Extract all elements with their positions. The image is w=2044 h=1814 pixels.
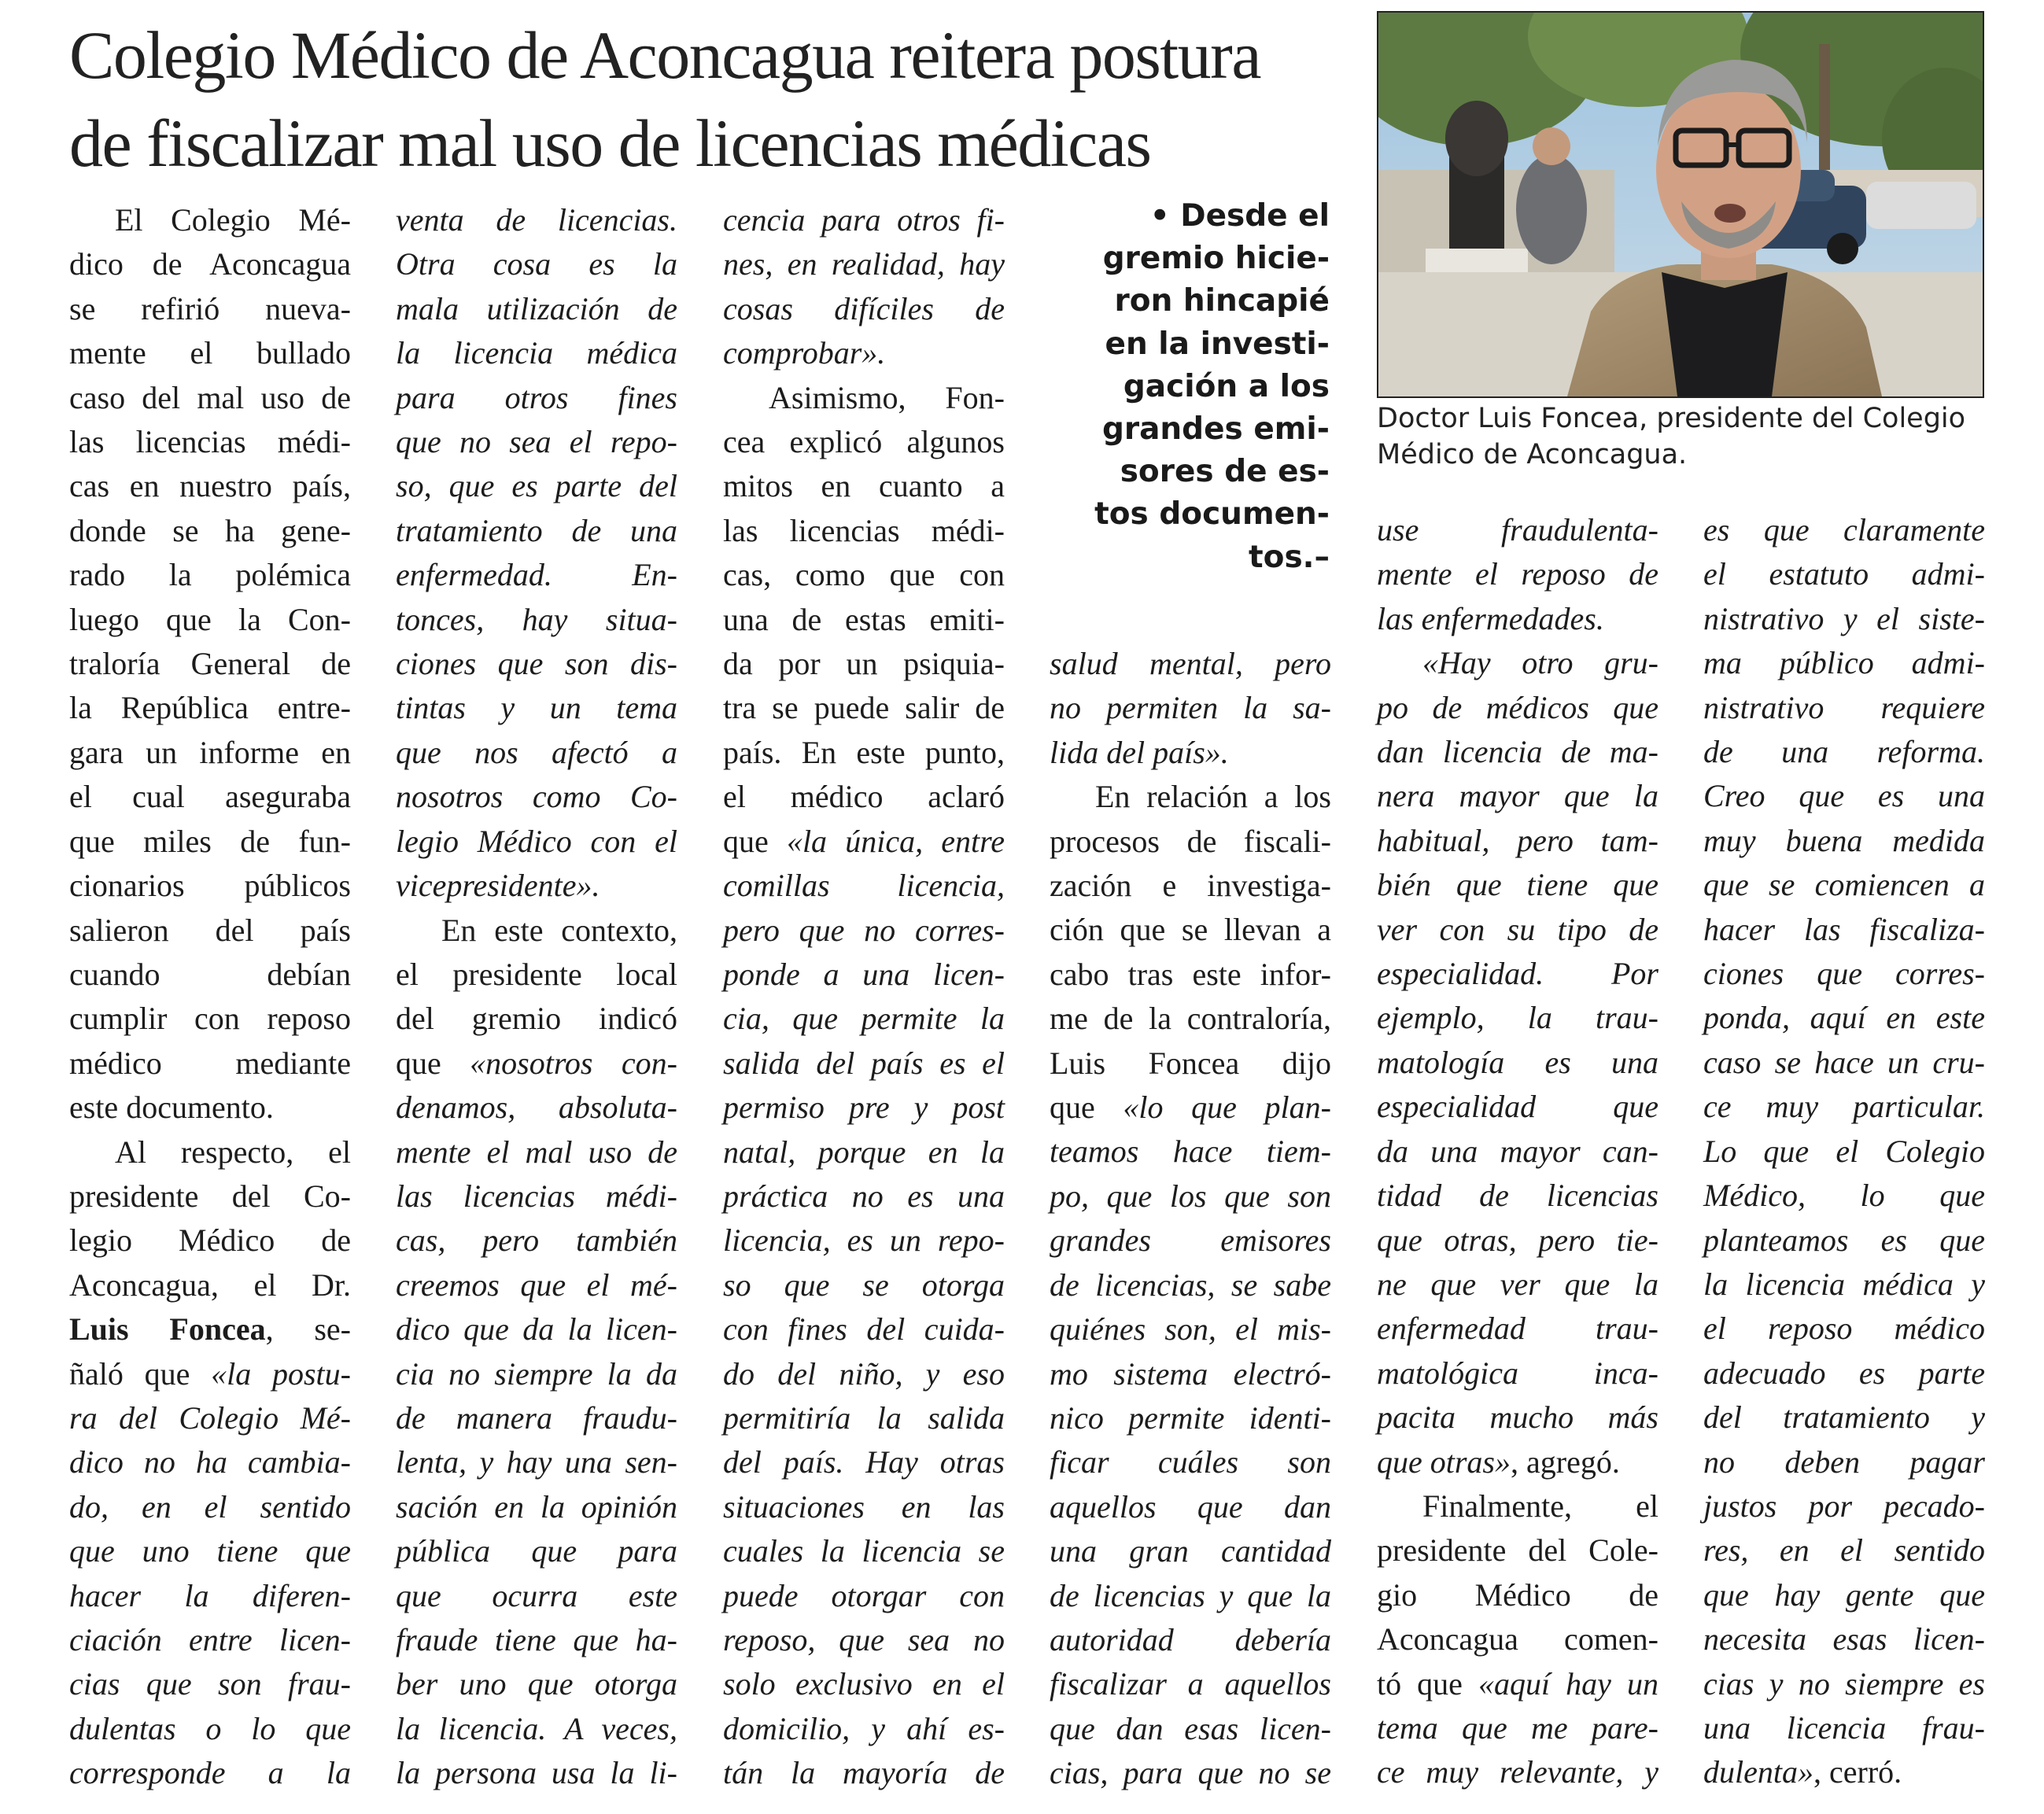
article-line: grandes emisores: [1050, 1222, 1331, 1259]
article-line: dico no ha cambia-: [69, 1444, 351, 1480]
article-line: [1377, 1662, 1658, 1706]
article-line: especialidad. Por: [1377, 956, 1658, 992]
article-line: cencia para otros fi-: [723, 202, 1005, 238]
article-line: tán la mayoría de: [723, 1755, 1005, 1791]
article-line: cuales la licencia se: [723, 1533, 1005, 1569]
article-line: po de médicos que: [1377, 689, 1658, 725]
article-line: presidente del Co-: [69, 1178, 351, 1214]
article-line: tintas y un tema: [396, 690, 677, 726]
article-line: cea explicó algunos: [723, 424, 1005, 460]
article-line: cia no siempre la da: [396, 1355, 677, 1392]
article-line: que miles de fun-: [69, 823, 351, 859]
article-line: dan licencia de ma-: [1377, 734, 1658, 770]
article-line: del tratamiento y: [1703, 1399, 1985, 1436]
pull-quote-line: tos.–: [1249, 539, 1330, 575]
article-line: cionarios públicos: [69, 868, 351, 904]
line-text: que: [1050, 1090, 1123, 1126]
headline-line-1: Colegio Médico de Aconcagua reitera postura: [69, 17, 1260, 93]
article-line: licencia, es un repo-: [723, 1222, 1005, 1259]
article-line: país. En este punto,: [723, 734, 1005, 770]
pull-quote-line: • Desde el: [1149, 198, 1330, 234]
article-column-5: [1377, 508, 1658, 1795]
article-line: dico que da la licen-: [396, 1311, 677, 1348]
pull-quote-line: grandes emi-: [1101, 411, 1330, 448]
article-line: de licencias y que la: [1050, 1577, 1331, 1613]
quote-text: «aquí hay un: [1478, 1665, 1658, 1702]
article-line: nera mayor que la: [1377, 778, 1658, 814]
article-line: nes, en realidad, hay: [723, 246, 1005, 282]
article-line: este documento.: [69, 1090, 274, 1126]
article-line: de manera fraudu-: [396, 1399, 677, 1436]
article-line: [1050, 1086, 1331, 1130]
article-column-6: [1703, 508, 1985, 1795]
article-line: que ocurra este: [396, 1577, 677, 1613]
article-line: enfermedad. En-: [396, 557, 677, 593]
article-line: cuando debían: [69, 956, 351, 992]
article-line: da una mayor can-: [1377, 1133, 1658, 1169]
article-line: cas, pero también: [396, 1222, 677, 1259]
article-line: ciación entre licen-: [69, 1622, 351, 1657]
bold-name: Luis Foncea: [69, 1311, 266, 1348]
article-line: da por un psiquia-: [723, 646, 1005, 682]
article-line: cias y no siempre es: [1703, 1665, 1985, 1702]
article-line: Aconcagua comen-: [1377, 1621, 1658, 1657]
article-line: una gran cantidad: [1050, 1533, 1331, 1569]
article-line: mente el bullado: [69, 335, 351, 371]
article-line: médico mediante: [69, 1045, 351, 1081]
article-line: do del niño, y eso: [723, 1355, 1005, 1392]
article-line: salud mental, pero: [1050, 646, 1331, 681]
article-line: que se comiencen a: [1703, 867, 1985, 903]
article-line: pública que para: [396, 1533, 677, 1569]
article-line: tra se puede salir de: [723, 690, 1005, 726]
article-line: res, en el sentido: [1703, 1532, 1985, 1569]
article-line: muy buena medida: [1703, 822, 1985, 858]
article-line: la República entre-: [69, 690, 351, 726]
quote-text: dulenta»: [1703, 1754, 1813, 1790]
headline: [69, 11, 1348, 187]
article-line: gara un informe en: [69, 734, 351, 770]
article-line: situaciones en las: [723, 1488, 1005, 1525]
quote-text: «la única, entre: [786, 823, 1005, 859]
article-line: legio Médico con el: [396, 823, 677, 859]
article-line: ce muy particular.: [1703, 1089, 1985, 1125]
article-line: ciones que son dis-: [396, 646, 677, 682]
article-line: necesita esas licen-: [1703, 1621, 1985, 1657]
article-line: tidad de licencias: [1377, 1178, 1658, 1214]
caption-line-1: Doctor Luis Foncea, presidente del Colegio: [1377, 403, 1966, 434]
news-photo: [1377, 11, 1984, 398]
line-text: que: [723, 823, 787, 859]
article-line: Finalmente, el: [1422, 1488, 1658, 1524]
article-line: [69, 1352, 351, 1396]
pull-quote-line: gación a los: [1123, 368, 1330, 404]
article-line: adecuado es parte: [1703, 1355, 1985, 1391]
article-line: Luis Foncea dijo: [1050, 1045, 1331, 1081]
article-line: cas, como que con: [723, 557, 1005, 593]
article-line: dulentas o lo que: [69, 1710, 351, 1746]
article-line: creemos que el mé-: [396, 1266, 677, 1303]
article-line: ponda, aquí en este: [1703, 1000, 1985, 1036]
article-line: presidente del Cole-: [1377, 1532, 1658, 1569]
article-line: Médico, lo que: [1703, 1178, 1985, 1214]
article-line: El Colegio Mé-: [115, 202, 351, 238]
article-line: denamos, absoluta-: [396, 1090, 677, 1126]
article-line: corresponde a la: [69, 1755, 351, 1791]
pull-quote-line: gremio hicie-: [1102, 241, 1330, 277]
article-line: cias, para que no se: [1050, 1755, 1331, 1791]
article-line: de licencias, se sabe: [1050, 1266, 1331, 1303]
article-line: hacer las fiscaliza-: [1703, 911, 1985, 947]
article-line: que nos afectó a: [396, 734, 677, 770]
article-line: que dan esas licen-: [1050, 1710, 1331, 1746]
article-line: ciones que corres-: [1703, 956, 1985, 992]
article-line: tratamiento de una: [396, 512, 677, 548]
article-line: domicilio, y ahí es-: [723, 1710, 1005, 1746]
article-line: pacita mucho más: [1377, 1399, 1658, 1436]
quote-text: «nosotros con-: [470, 1045, 677, 1081]
article-line: pero que no corres-: [723, 912, 1005, 948]
article-line: cabo tras este infor-: [1050, 956, 1331, 992]
article-line: del gremio indicó: [396, 1001, 677, 1037]
article-line: mente el mal uso de: [396, 1134, 677, 1170]
article-line: luego que la Con-: [69, 601, 351, 637]
article-column-1: [69, 198, 351, 1796]
article-line: venta de licencias.: [396, 202, 677, 238]
article-line: ra del Colegio Mé-: [69, 1399, 351, 1436]
article-line: traloría General de: [69, 646, 351, 682]
article-line: ficar cuáles son: [1050, 1444, 1331, 1480]
article-line: «Hay otro gru-: [1422, 645, 1658, 681]
article-line: comprobar».: [723, 335, 886, 371]
photo-caption: [1377, 400, 1987, 473]
article-line: de una reforma.: [1703, 734, 1985, 770]
article-line: ce muy relevante, y: [1377, 1754, 1658, 1790]
article-line: so, que es parte del: [396, 468, 677, 504]
article-line: hacer la diferen-: [69, 1577, 351, 1613]
article-line: Otra cosa es la: [396, 246, 677, 282]
article-line: ver con su tipo de: [1377, 911, 1658, 947]
article-line: puede otorgar con: [723, 1577, 1005, 1613]
headline-line-2: de fiscalizar mal uso de licencias médicas: [69, 105, 1151, 181]
article-line: es que claramente: [1703, 512, 1985, 548]
article-line: planteamos es que: [1703, 1222, 1985, 1258]
article-line: reposo, que sea no: [723, 1622, 1005, 1657]
line-text: , cerró.: [1813, 1754, 1902, 1790]
article-line: habitual, pero tam-: [1377, 822, 1658, 858]
article-column-4: [1050, 642, 1331, 1796]
article-line: una licencia frau-: [1703, 1709, 1985, 1746]
article-column-3: [723, 198, 1005, 1796]
article-line: fiscalizar a aquellos: [1050, 1666, 1331, 1702]
line-text: tó que: [1377, 1665, 1478, 1702]
article-line: procesos de fiscali-: [1050, 823, 1331, 859]
article-line: Lo que el Colegio: [1703, 1133, 1985, 1169]
article-line: salida del país es el: [723, 1045, 1005, 1081]
article-line: el reposo médico: [1703, 1311, 1985, 1347]
pull-quote-line: ron hincapié: [1114, 283, 1330, 319]
article-line: se refirió nueva-: [69, 290, 351, 326]
line-text: , agregó.: [1511, 1443, 1620, 1480]
article-line: para otros fines: [396, 379, 677, 415]
article-line: cias que son frau-: [69, 1666, 351, 1702]
article-line: nistrativo requiere: [1703, 689, 1985, 725]
line-text: que: [396, 1045, 470, 1081]
article-line: ejemplo, la trau-: [1377, 1000, 1658, 1036]
article-line: matológica inca-: [1377, 1355, 1658, 1391]
article-line: [1377, 1440, 1658, 1484]
article-line: no permiten la sa-: [1050, 690, 1331, 726]
article-line: nistrativo y el siste-: [1703, 600, 1985, 636]
article-line: ma público admi-: [1703, 645, 1985, 681]
article-line: lida del país».: [1050, 734, 1229, 770]
article-line: no deben pagar: [1703, 1443, 1985, 1480]
article-line: Asimismo, Fon-: [769, 379, 1005, 415]
article-line: teamos hace tiem-: [1050, 1134, 1331, 1170]
article-line: legio Médico de: [69, 1222, 351, 1259]
article-line: ción que se llevan a: [1050, 912, 1331, 948]
article-line: la licencia médica y: [1703, 1266, 1985, 1302]
article-line: mitos en cuanto a: [723, 468, 1005, 504]
article-line: cas en nuestro país,: [69, 468, 351, 504]
article-line: rado la polémica: [69, 557, 351, 593]
article-line: bién que tiene que: [1377, 867, 1658, 903]
article-line: que uno tiene que: [69, 1533, 351, 1569]
article-line: nosotros como Co-: [396, 779, 677, 815]
article-line: Creo que es una: [1703, 778, 1985, 814]
article-line: natal, porque en la: [723, 1134, 1005, 1170]
article-column-2: [396, 198, 677, 1796]
article-line: solo exclusivo en el: [723, 1666, 1005, 1702]
article-line: las licencias médi-: [69, 424, 351, 460]
article-line: la licencia médica: [396, 335, 677, 371]
article-line: con fines del cuida-: [723, 1311, 1005, 1348]
article-line: enfermedad trau-: [1377, 1311, 1658, 1347]
article-line: vicepresidente».: [396, 868, 600, 904]
caption-line-2: Médico de Aconcagua.: [1377, 439, 1688, 470]
article-line: [396, 1042, 677, 1086]
article-line: cia, que permite la: [723, 1001, 1005, 1037]
article-line: el presidente local: [396, 956, 677, 992]
article-line: nico permite identi-: [1050, 1399, 1331, 1436]
article-line: Aconcagua, el Dr.: [69, 1266, 351, 1303]
article-line: del país. Hay otras: [723, 1444, 1005, 1480]
article-line: tema que me pare-: [1377, 1709, 1658, 1746]
article-line: mente el reposo de: [1377, 556, 1658, 592]
article-line: la persona usa la li-: [396, 1755, 677, 1791]
article-line: tonces, hay situa-: [396, 601, 677, 637]
article-line: las enfermedades.: [1377, 600, 1604, 636]
pull-quote: [1070, 195, 1330, 579]
quote-text: «lo que plan-: [1123, 1090, 1331, 1126]
article-line: ponde a una licen-: [723, 956, 1005, 992]
photo-doctor-portrait: [1378, 13, 1983, 396]
article-line: las licencias médi-: [723, 512, 1005, 548]
article-line: el cual aseguraba: [69, 779, 351, 815]
article-line: ber uno que otorga: [396, 1666, 677, 1702]
article-line: quiénes son, el mis-: [1050, 1311, 1331, 1348]
article-line: [723, 820, 1005, 864]
line-text: , se-: [265, 1311, 351, 1348]
article-line: el médico aclaró: [723, 779, 1005, 815]
article-line: autoridad debería: [1050, 1621, 1331, 1657]
article-line: cumplir con reposo: [69, 1001, 351, 1037]
article-line: especialidad que: [1377, 1089, 1658, 1125]
article-line: po, que los que son: [1050, 1178, 1331, 1214]
article-line: matología es una: [1377, 1044, 1658, 1080]
article-line: la licencia. A veces,: [396, 1710, 677, 1746]
article-line: zación e investiga-: [1050, 868, 1331, 904]
article-line: aquellos que dan: [1050, 1488, 1331, 1525]
article-line: el estatuto admi-: [1703, 556, 1985, 592]
article-line: so que se otorga: [723, 1266, 1005, 1303]
article-line: En este contexto,: [441, 912, 677, 948]
article-line: gio Médico de: [1377, 1576, 1658, 1613]
article-line: do, en el sentido: [69, 1488, 351, 1525]
article-line: En relación a los: [1095, 779, 1331, 815]
pull-quote-line: tos documen-: [1094, 496, 1330, 533]
line-text: ñaló que: [69, 1355, 212, 1392]
pull-quote-line: sores de es-: [1120, 454, 1330, 490]
quote-text: «la postu-: [211, 1355, 351, 1392]
article-line: use fraudulenta-: [1377, 512, 1658, 548]
article-line: práctica no es una: [723, 1178, 1005, 1214]
article-line: que otras, pero tie-: [1377, 1222, 1658, 1258]
article-line: mala utilización de: [396, 290, 677, 326]
article-line: [69, 1307, 351, 1351]
article-line: sación en la opinión: [396, 1488, 677, 1525]
article-line: mo sistema electró-: [1050, 1355, 1331, 1392]
article-line: dico de Aconcagua: [69, 246, 351, 282]
article-line: fraude tiene que ha-: [396, 1622, 677, 1657]
article-line: comillas licencia,: [723, 868, 1005, 904]
article-line: Al respecto, el: [115, 1134, 351, 1170]
article-line: que hay gente que: [1703, 1576, 1985, 1613]
article-line: caso del mal uso de: [69, 379, 351, 415]
article-line: ne que ver que la: [1377, 1266, 1658, 1302]
article-line: lenta, y hay una sen-: [396, 1444, 677, 1480]
article-line: permiso pre y post: [723, 1090, 1005, 1126]
article-line: las licencias médi-: [396, 1178, 677, 1214]
article-line: [1703, 1750, 1985, 1794]
pull-quote-line: en la investi-: [1105, 326, 1330, 362]
article-line: donde se ha gene-: [69, 512, 351, 548]
article-line: una de estas emiti-: [723, 601, 1005, 637]
quote-text: que otras»: [1377, 1443, 1511, 1480]
article-line: me de la contraloría,: [1050, 1001, 1331, 1037]
article-line: justos por pecado-: [1703, 1488, 1985, 1524]
article-line: caso se hace un cru-: [1703, 1044, 1985, 1080]
article-line: que no sea el repo-: [396, 424, 677, 460]
article-line: permitiría la salida: [723, 1399, 1005, 1436]
article-line: cosas difíciles de: [723, 290, 1005, 326]
article-line: salieron del país: [69, 912, 351, 948]
